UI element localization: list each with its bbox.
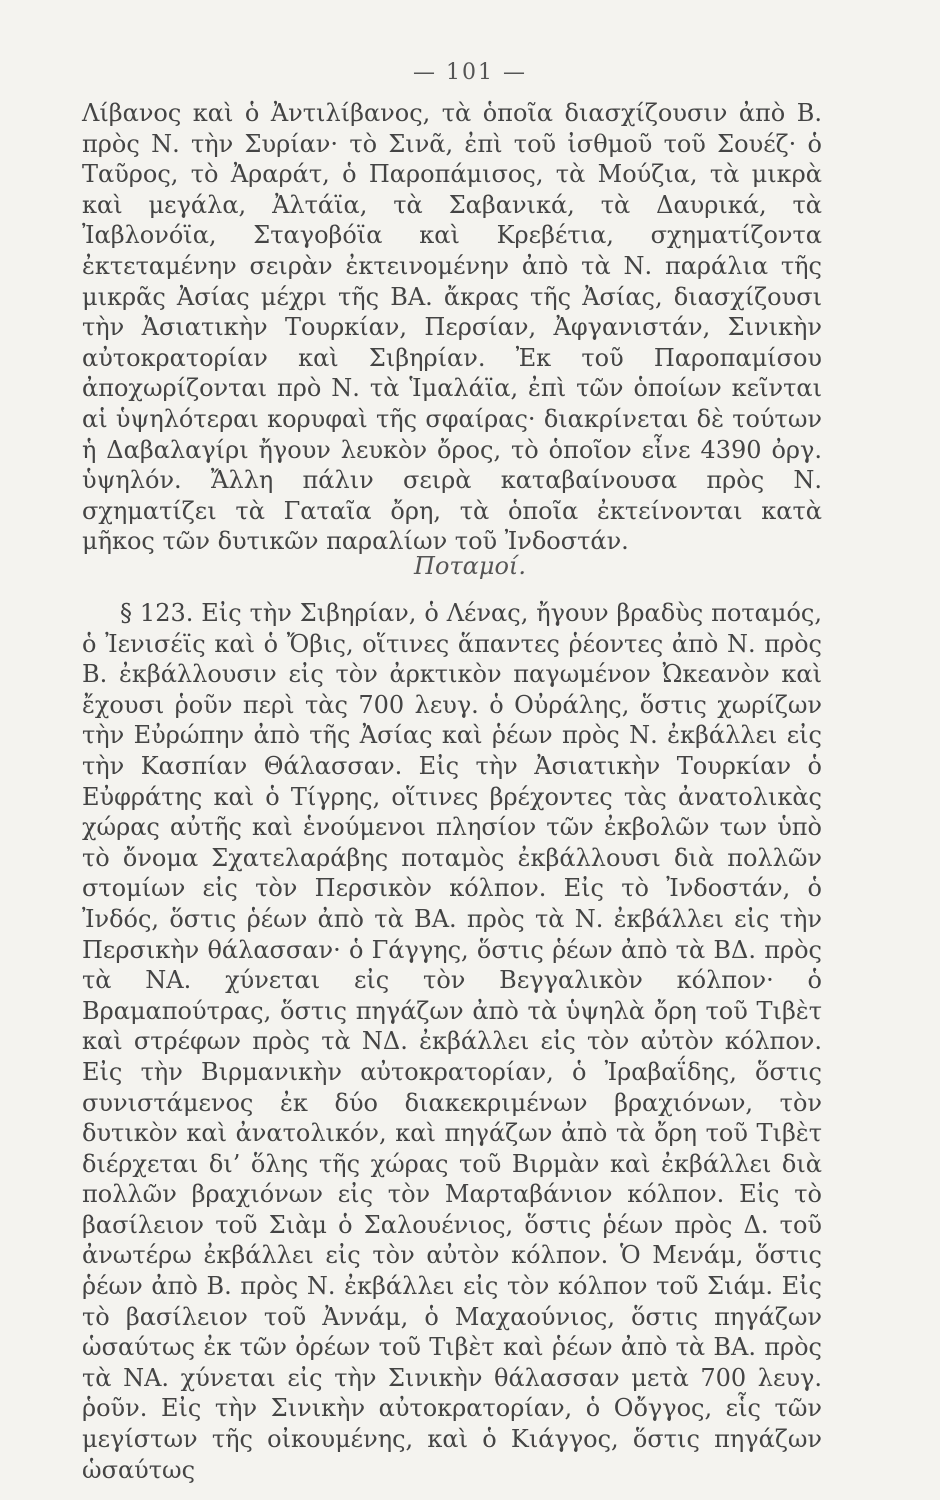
- body-text-rivers: [82, 598, 822, 1485]
- body-text-continuation: [82, 98, 822, 557]
- page-number: — 101 —: [413, 60, 527, 85]
- section-heading-rivers: Ποταμοί.: [414, 552, 526, 580]
- paragraph-rivers: § 123. Εἰς τὴν Σιβηρίαν, ὁ Λένας, ἤγουν βραδὺς ποταμός, ὁ Ἰενισέϊς καὶ ὁ Ὄβις, οἵτινες ἅπαντες ῥέοντες ἀπὸ Ν. πρὸς Β. ἐκβάλλουσιν εἰς τὸν ἀρκτικὸν παγωμένον Ὠκεανὸν καὶ ἔχουσι ῥοῦν περὶ τὰς 700 λευγ. ὁ Οὐράλης, ὅστις χωρίζων τὴν Εὐρώπην ἀπὸ τῆς Ἀσίας καὶ ῥέων πρὸς Ν. ἐκβάλλει εἰς τὴν Κασπίαν Θάλασσαν. Εἰς τὴν Ἀσιατικὴν Τουρκίαν ὁ Εὐφράτης καὶ ὁ Τίγρης, οἵτινες βρέχοντες τὰς ἀνατολικὰς χώρας αὐτῆς καὶ ἑνούμενοι πλησίον τῶν ἐκβολῶν των ὑπὸ τὸ ὄνομα Σχατελαράβης ποταμὸς ἐκβάλλουσι διὰ πολλῶν στομίων εἰς τὸν Περσικὸν κόλπον. Εἰς τὸ Ἰνδοστάν, ὁ Ἰνδός, ὅστις ῥέων ἀπὸ τὰ ΒΑ. πρὸς τὰ Ν. ἐκβάλλει εἰς τὴν Περσικὴν θάλασσαν· ὁ Γάγγης, ὅστις ῥέων ἀπὸ τὰ ΒΔ. πρὸς τὰ ΝΑ. χύνεται εἰς τὸν Βεγγαλικὸν κόλπον· ὁ Βραμαπούτρας, ὅστις πηγάζων ἀπὸ τὰ ὑψηλὰ ὄρη τοῦ Τιβὲτ καὶ στρέφων πρὸς τὰ ΝΔ. ἐκβάλλει εἰς τὸν αὐτὸν κόλπον. Εἰς τὴν Βιρμανικὴν αὐτοκρατορίαν, ὁ Ἰραβαΐδης, ὅστις συνιστάμενος ἐκ δύο διακεκριμένων βραχιόνων, τὸν δυτικὸν καὶ ἀνατολικόν, καὶ πηγάζων ἀπὸ τὰ ὄρη τοῦ Τιβὲτ διέρχεται δι’ ὅλης τῆς χώρας τοῦ Βιρμὰν καὶ ἐκβάλλει διὰ πολλῶν βραχιόνων εἰς τὸν Μαρταβάνιον κόλπον. Εἰς τὸ βασίλειον τοῦ Σιὰμ ὁ Σαλουένιος, ὅστις ῥέων πρὸς Δ. τοῦ ἀνωτέρω ἐκβάλλει εἰς τὸν αὐτὸν κόλπον. Ὁ Μενάμ, ὅστις ῥέων ἀπὸ Β. πρὸς Ν. ἐκβάλλει εἰς τὸν κόλπον τοῦ Σιάμ. Εἰς τὸ βασίλειον τοῦ Ἀννάμ, ὁ Μαχαούνιος, ὅστις πηγάζων ὡσαύτως ἐκ τῶν ὀρέων τοῦ Τιβὲτ καὶ ῥέων ἀπὸ τὰ ΒΑ. πρὸς τὰ ΝΑ. χύνεται εἰς τὴν Σινικὴν θάλασσαν μετὰ 700 λευγ. ῥοῦν. Εἰς τὴν Σινικὴν αὐτοκρατορίαν, ὁ Οὄγγος, εἷς τῶν μεγίστων τῆς οἰκουμένης, καὶ ὁ Κιάγγος, ὅστις πηγάζων ὡσαύτως: [82, 599, 822, 1484]
- paragraph-mountains: Λίβανος καὶ ὁ Ἀντιλίβανος, τὰ ὁποῖα διασχίζουσιν ἀπὸ Β. πρὸς Ν. τὴν Συρίαν· τὸ Σινᾶ, ἐπὶ τοῦ ἰσθμοῦ τοῦ Σουέζ· ὁ Ταῦρος, τὸ Ἀραράτ, ὁ Παροπάμισος, τὰ Μούζια, τὰ μικρὰ καὶ μεγάλα, Ἀλτάϊα, τὰ Σαβανικά, τὰ Δαυρικά, τὰ Ἰαβλονόϊα, Σταγοβόϊα καὶ Κρεβέτια, σχηματίζοντα ἐκτεταμένην σειρὰν ἐκτεινομένην ἀπὸ τὰ Ν. παράλια τῆς μικρᾶς Ἀσίας μέχρι τῆς ΒΑ. ἄκρας τῆς Ἀσίας, διασχίζουσι τὴν Ἀσιατικὴν Τουρκίαν, Περσίαν, Ἀφγανιστάν, Σινικὴν αὐτοκρατορίαν καὶ Σιβηρίαν. Ἐκ τοῦ Παροπαμίσου ἀποχωρίζονται πρὸ Ν. τὰ Ἱμαλάϊα, ἐπὶ τῶν ὁποίων κεῖνται αἱ ὑψηλότεραι κορυφαὶ τῆς σφαίρας· διακρίνεται δὲ τούτων ἡ Δαβαλαγίρι ἤγουν λευκὸν ὄρος, τὸ ὁποῖον εἶνε 4390 ὀργ. ὑψηλόν. Ἄλλη πάλιν σειρὰ καταβαίνουσα πρὸς Ν. σχηματίζει τὰ Γαταῖα ὄρη, τὰ ὁποῖα ἐκτείνονται κατὰ μῆκος τῶν δυτικῶν παραλίων τοῦ Ἰνδοστάν.: [82, 99, 822, 556]
